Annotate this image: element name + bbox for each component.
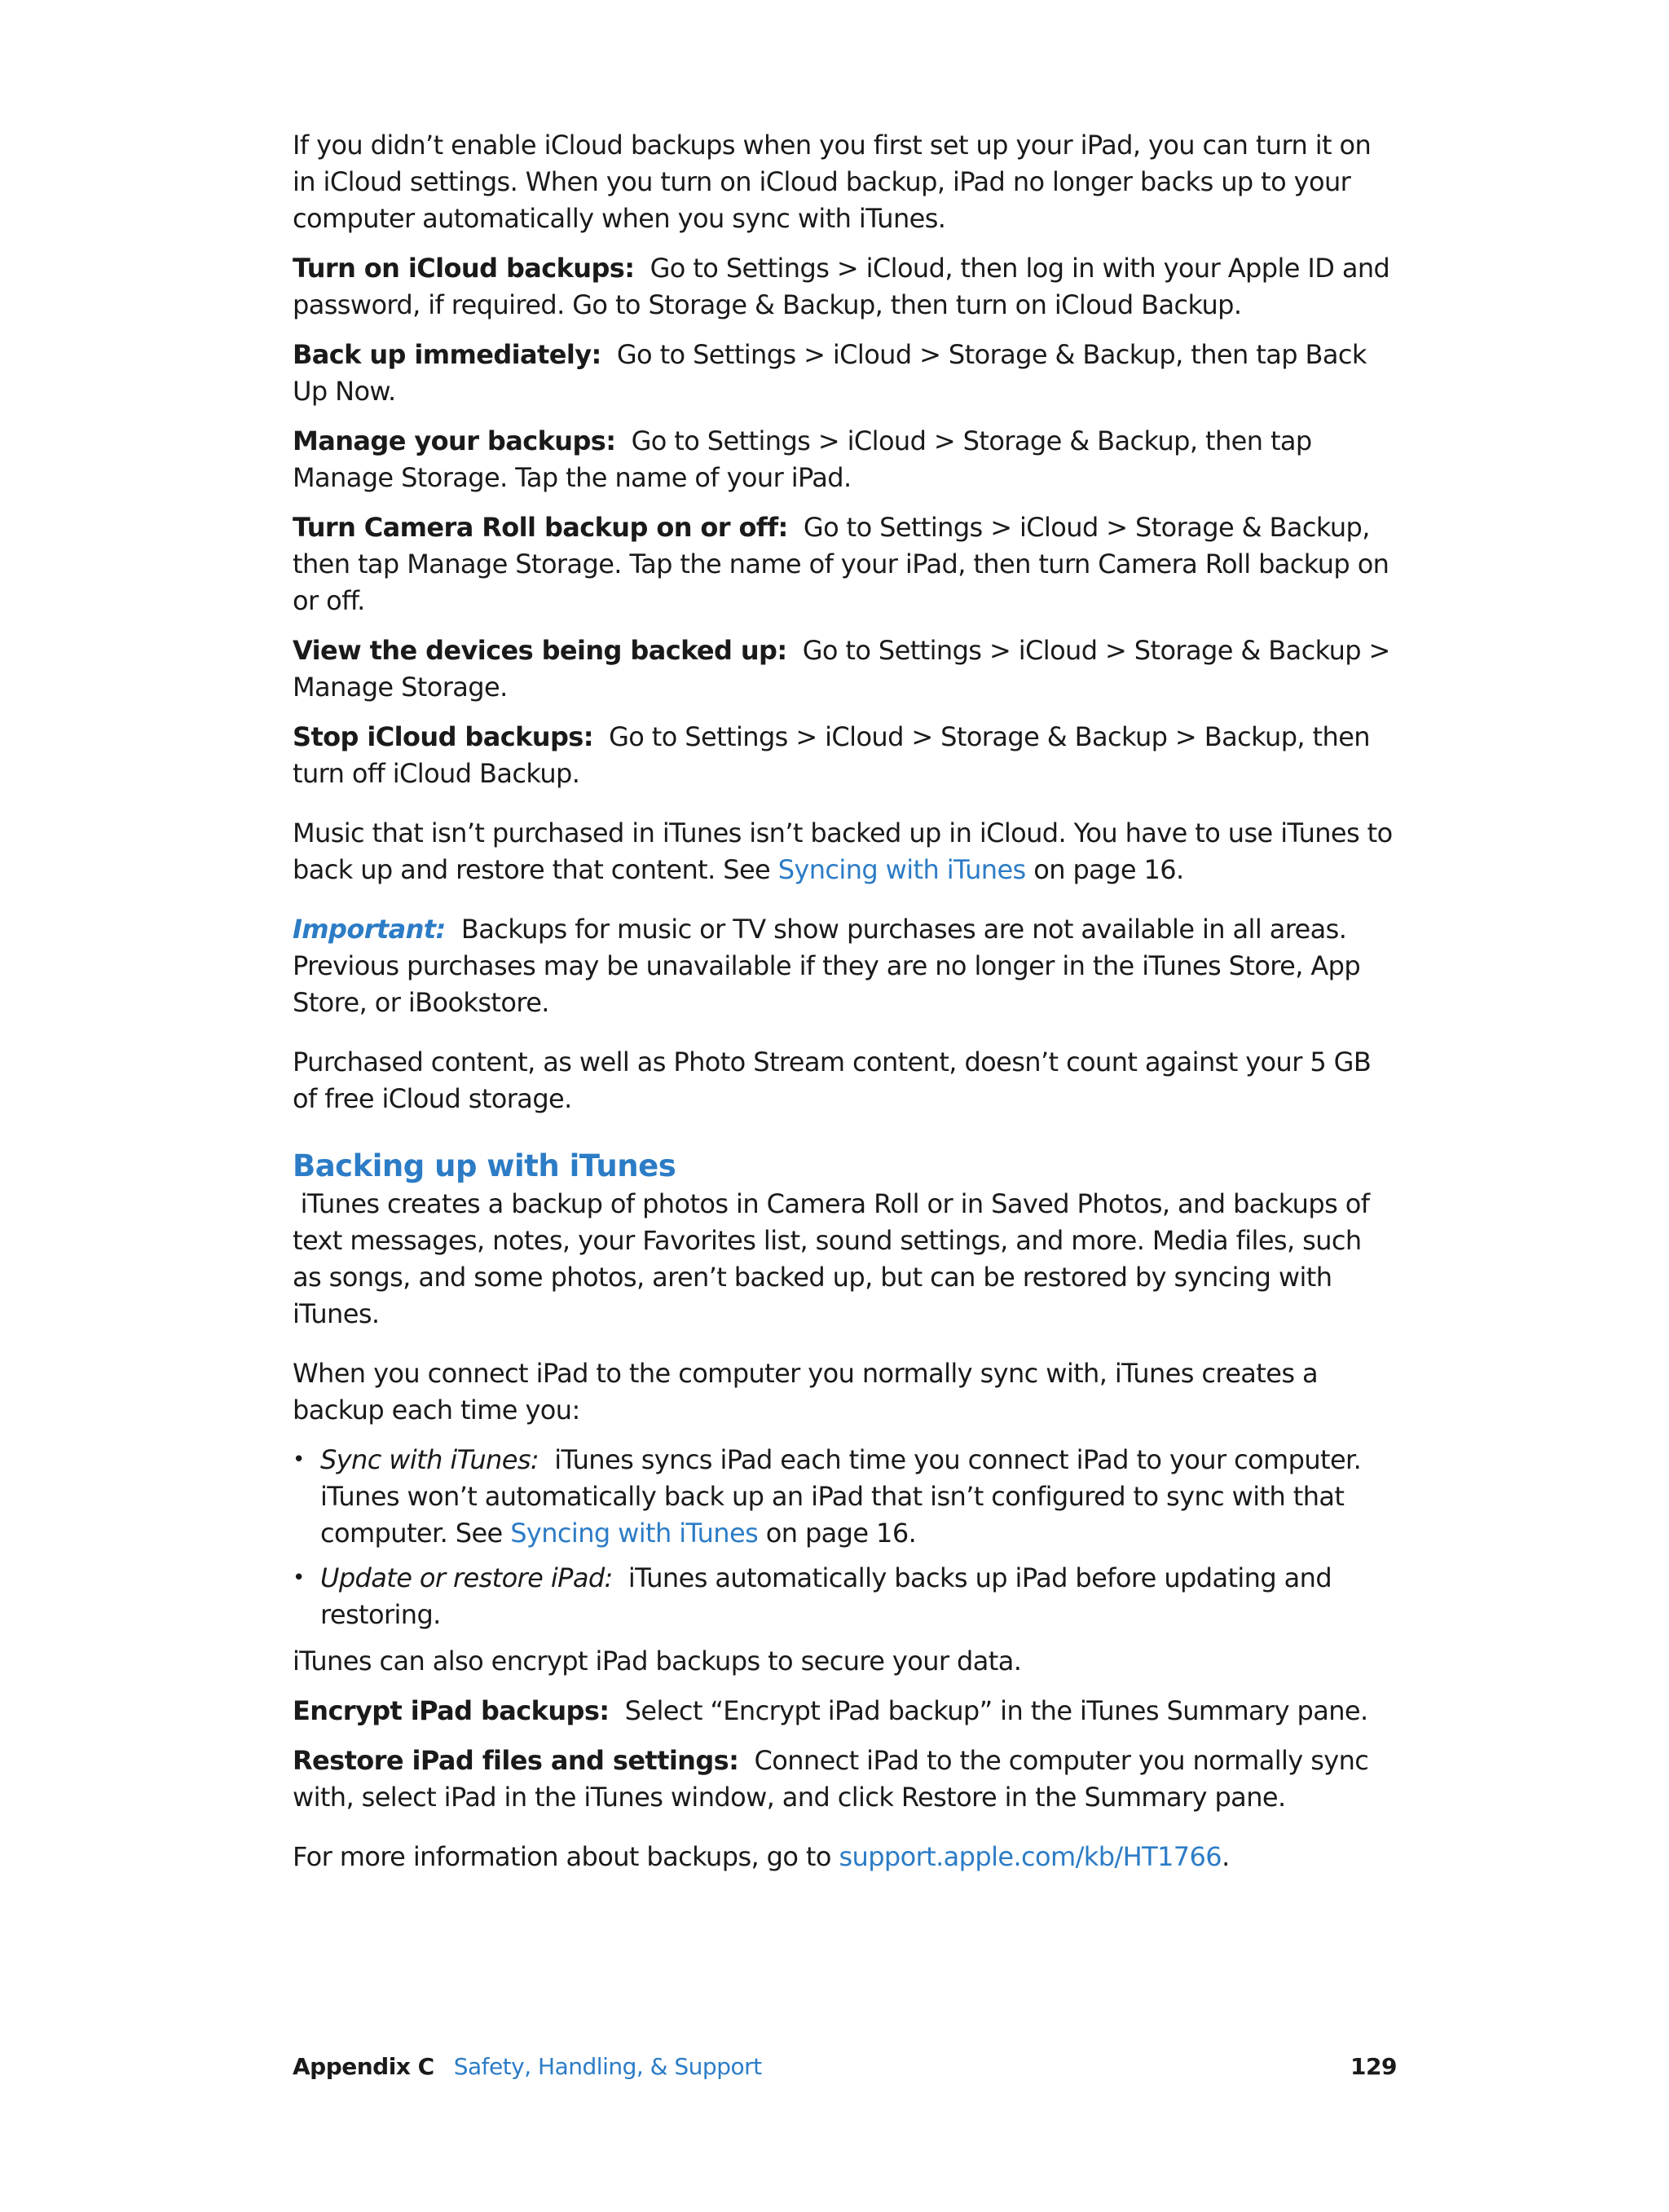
task-label: View the devices being backed up:: [293, 635, 787, 666]
page-footer: [293, 2052, 1397, 2082]
task-text: Go to Settings > iCloud, then log in with your Apple ID and password, if required. Go to Storage & Backup, then turn on iCloud Backup.: [293, 253, 1390, 320]
itunes-backup-times-paragraph: When you connect iPad to the computer you normally sync with, iTunes creates a backup each time you:: [293, 1358, 1318, 1425]
task-text: Go to Settings > iCloud > Storage & Backup > Backup, then turn off iCloud Backup.: [293, 721, 1370, 789]
task-camera-roll-backup: [293, 509, 1397, 619]
icloud-backup-section: [293, 127, 1397, 1117]
more-info-text: For more information about backups, go to: [293, 1841, 839, 1872]
task-label: Stop iCloud backups:: [293, 721, 593, 752]
music-note-after: on page 16.: [1025, 854, 1184, 885]
list-item: [293, 1560, 1397, 1633]
footer-appendix: Appendix C: [293, 2053, 434, 2080]
bullet-text: iTunes automatically backs up iPad before updating and restoring.: [320, 1562, 1332, 1630]
task-label: Turn on iCloud backups:: [293, 253, 635, 284]
purchased-content-note: Purchased content, as well as Photo Stream content, doesn’t count against your 5 GB of free iCloud storage.: [293, 1047, 1372, 1114]
task-stop-icloud-backups: [293, 719, 1397, 792]
task-text: Go to Settings > iCloud > Storage & Backup, then tap Manage Storage. Tap the name of your iPad, then turn Camera Roll backup on or off.: [293, 512, 1389, 616]
task-turn-on-icloud-backups: [293, 250, 1397, 324]
bullet-icon: •: [293, 1447, 305, 1472]
task-manage-backups: [293, 423, 1397, 496]
intro-paragraph: If you didn’t enable iCloud backups when you first set up your iPad, you can turn it on in iCloud settings. When you turn on iCloud backup, iPad no longer backs up to your computer automatically when you sync with iTunes.: [293, 130, 1372, 234]
bullet-text-after: on page 16.: [758, 1518, 917, 1549]
important-label: Important:: [293, 914, 446, 945]
support-url-link[interactable]: support.apple.com/kb/HT1766: [839, 1841, 1222, 1872]
task-label: Encrypt iPad backups:: [293, 1695, 610, 1726]
more-info-after: .: [1222, 1841, 1230, 1872]
important-note: [293, 911, 1397, 1021]
list-item: [293, 1442, 1397, 1552]
task-label: Back up immediately:: [293, 339, 601, 370]
page-body: [293, 127, 1397, 1875]
task-view-devices: [293, 632, 1397, 706]
task-label: Manage your backups:: [293, 425, 616, 456]
more-info-paragraph: [293, 1839, 1397, 1875]
section-heading-backing-up-with-itunes: Backing up with iTunes: [293, 1148, 676, 1183]
music-note-paragraph: [293, 815, 1397, 888]
task-label: Restore iPad files and settings:: [293, 1745, 739, 1776]
task-label: Turn Camera Roll backup on or off:: [293, 512, 788, 543]
important-text: Backups for music or TV show purchases are not available in all areas. Previous purchases may be unavailable if they are no longer in the iTunes Store, App Store, or iBookstore.: [293, 914, 1361, 1018]
itunes-backup-bullet-list: [293, 1442, 1397, 1633]
encrypt-note-paragraph: iTunes can also encrypt iPad backups to secure your data.: [293, 1646, 1022, 1677]
bullet-text: iTunes syncs iPad each time you connect iPad to your computer. iTunes won’t automatically back up an iPad that isn’t configured to sync with that computer. See: [320, 1444, 1362, 1549]
task-encrypt-ipad-backups: [293, 1693, 1397, 1730]
task-text: Go to Settings > iCloud > Storage & Backup, then tap Back Up Now.: [293, 339, 1367, 407]
task-text: Go to Settings > iCloud > Storage & Backup, then tap Manage Storage. Tap the name of your iPad.: [293, 425, 1312, 493]
task-restore-ipad-files: [293, 1743, 1397, 1816]
syncing-with-itunes-link[interactable]: Syncing with iTunes: [510, 1518, 759, 1549]
task-text: Connect iPad to the computer you normally sync with, select iPad in the iTunes window, and click Restore in the Summary pane.: [293, 1745, 1369, 1813]
page-number: 129: [1350, 2053, 1397, 2080]
task-text: Go to Settings > iCloud > Storage & Backup > Manage Storage.: [293, 635, 1390, 703]
task-text: Select “Encrypt iPad backup” in the iTunes Summary pane.: [624, 1695, 1368, 1726]
bullet-icon: •: [293, 1566, 305, 1590]
bullet-label: Update or restore iPad:: [320, 1562, 613, 1593]
bullet-label: Sync with iTunes:: [320, 1444, 539, 1475]
music-note-text: Music that isn’t purchased in iTunes isn’t backed up in iCloud. You have to use iTunes to back up and restore that content. See: [293, 817, 1393, 885]
syncing-with-itunes-link[interactable]: Syncing with iTunes: [777, 854, 1026, 885]
itunes-intro-paragraph: iTunes creates a backup of photos in Camera Roll or in Saved Photos, and backups of text messages, notes, your Favorites list, sound settings, and more. Media files, such as songs, and some photos, aren’t backed up, but can be restored by syncing with iTunes.: [293, 1188, 1377, 1329]
footer-section-link[interactable]: Safety, Handling, & Support: [453, 2053, 762, 2080]
task-back-up-immediately: [293, 337, 1397, 410]
